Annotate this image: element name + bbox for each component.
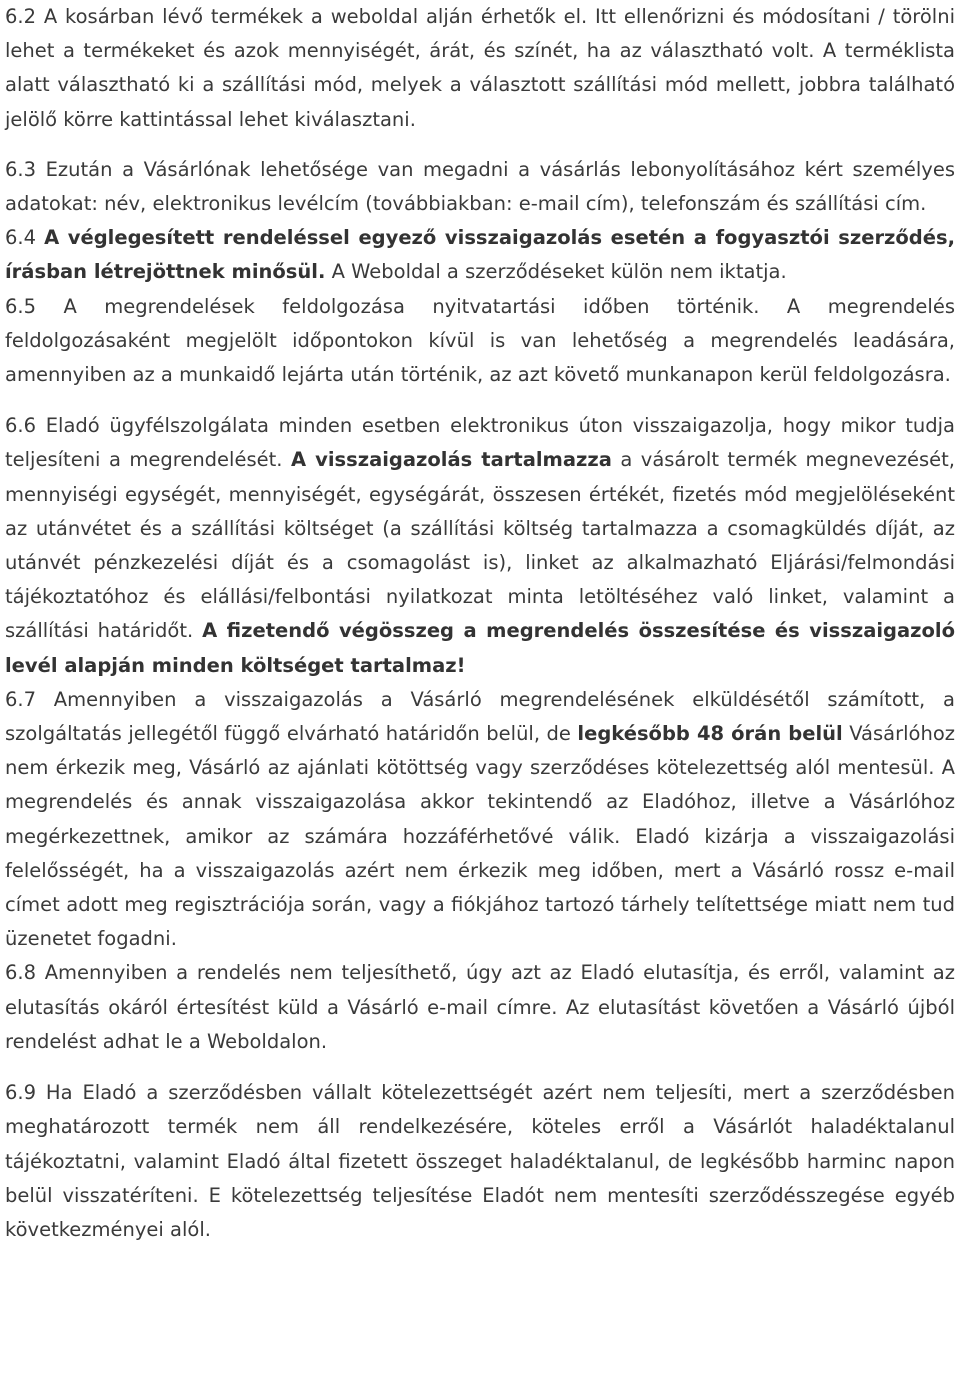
paragraph-6-7-bold: legkésőbb 48 órán belül bbox=[577, 722, 843, 746]
paragraph-6-6-bold-2: A fizetendő végösszeg a megrendelés összesítése és visszaigazoló levél alapján minden költséget tartalmaz! bbox=[5, 619, 955, 677]
paragraph-6-7-text-a: 6.7 Amennyiben a visszaigazolás a Vásárló megrendelésének elküldésétől számított, a szolgáltatás jellegétől függő elvárható határidőn belül, de bbox=[5, 687, 955, 746]
paragraph-6-5: 6.5 A megrendelések feldolgozása nyitvatartási időben történik. A megrendelés feldolgozásaként megjelölt időpontokon kívül is van lehetőség a megrendelés leadására, amennyiben az a munkaidő lejárta után történik, az azt követő munkanapon kerül feldolgozásra. bbox=[5, 294, 955, 387]
paragraph-6-4-bold: A véglegesített rendeléssel egyező visszaigazolás esetén a fogyasztói szerződés, írásban létrejöttnek minősül. bbox=[5, 226, 956, 284]
paragraph-6-6-bold-1: A visszaigazolás tartalmazza bbox=[290, 448, 612, 472]
paragraph-6-4 bbox=[5, 221, 955, 289]
paragraph-6-4-rest: A Weboldal a szerződéseket külön nem iktatja. bbox=[331, 260, 787, 284]
paragraph-6-4-number: 6.4 bbox=[5, 226, 37, 250]
paragraph-6-6 bbox=[5, 409, 955, 683]
paragraph-6-7-text-b: Vásárlóhoz nem érkezik meg, Vásárló az ajánlati kötöttség vagy szerződéses kötelezettség alól mentesül. A megrendelés és annak visszaigazolása akkor tekintendő az Eladóhoz, illetve a Vásárlóhoz megérkezettnek, amikor az számára hozzáférhetővé válik. Eladó kizárja a visszaigazolási felelősségét, ha a visszaigazolás azért nem érkezik meg időben, mert a Vásárló rossz e-mail címet adott meg regisztrációja során, vagy a fiókjához tartozó tárhely telítettsége miatt nem tud üzenetet fogadni. bbox=[5, 722, 956, 951]
paragraph-6-3: 6.3 Ezután a Vásárlónak lehetősége van megadni a vásárlás lebonyolításához kért személyes adatokat: név, elektronikus levélcím (továbbiakban: e-mail cím), telefonszám és szállítási cím. bbox=[5, 157, 955, 216]
paragraph-6-6-text-b: a vásárolt termék megnevezését, mennyiségi egységét, mennyiségét, egységárát, összesen értékét, fizetés mód megjelöléseként az utánvétet és a szállítási költséget (a szállítási költség tartalmazza a csomagküldés díját, az utánvét pénzkezelési díját és a csomagolást is), linket az alkalmazható Eljárási/felmondási tájékoztatóhoz és elállási/felbontási nyilatkozat minta letöltéséhez való linket, valamint a szállítási határidőt. bbox=[5, 448, 955, 643]
paragraph-6-7 bbox=[5, 683, 955, 957]
paragraph-6-2: 6.2 A kosárban lévő termékek a weboldal alján érhetők el. Itt ellenőrizni és módosítani / törölni lehet a termékeket és azok mennyiségét, árát, és színét, ha az választható volt. A terméklista alatt választható ki a szállítási mód, melyek a választott szállítási mód mellett, jobbra található jelölő körre kattintással lehet kiválasztani. bbox=[5, 5, 955, 131]
paragraph-6-8: 6.8 Amennyiben a rendelés nem teljesíthető, úgy azt az Eladó elutasítja, és erről, valamint az elutasítás okáról értesítést küld a Vásárló e-mail címre. Az elutasítást követően a Vásárló újból rendelést adhat le a Weboldalon. bbox=[5, 961, 955, 1053]
paragraph-6-6-text-a: 6.6 Eladó ügyfélszolgálata minden esetben elektronikus úton visszaigazolja, hogy mikor tudja teljesíteni a megrendelését. bbox=[5, 414, 955, 472]
paragraph-6-9: 6.9 Ha Eladó a szerződésben vállalt kötelezettségét azért nem teljesíti, mert a szerződésben meghatározott termék nem áll rendelkezésére, köteles erről a Vásárlót haladéktalanul tájékoztatni, valamint Eladó által fizetett összeget haladéktalanul, de legkésőbb harminc napon belül visszatéríteni. E kötelezettség teljesítése Eladót nem mentesíti szerződésszegése egyéb következményei alól. bbox=[5, 1081, 955, 1241]
